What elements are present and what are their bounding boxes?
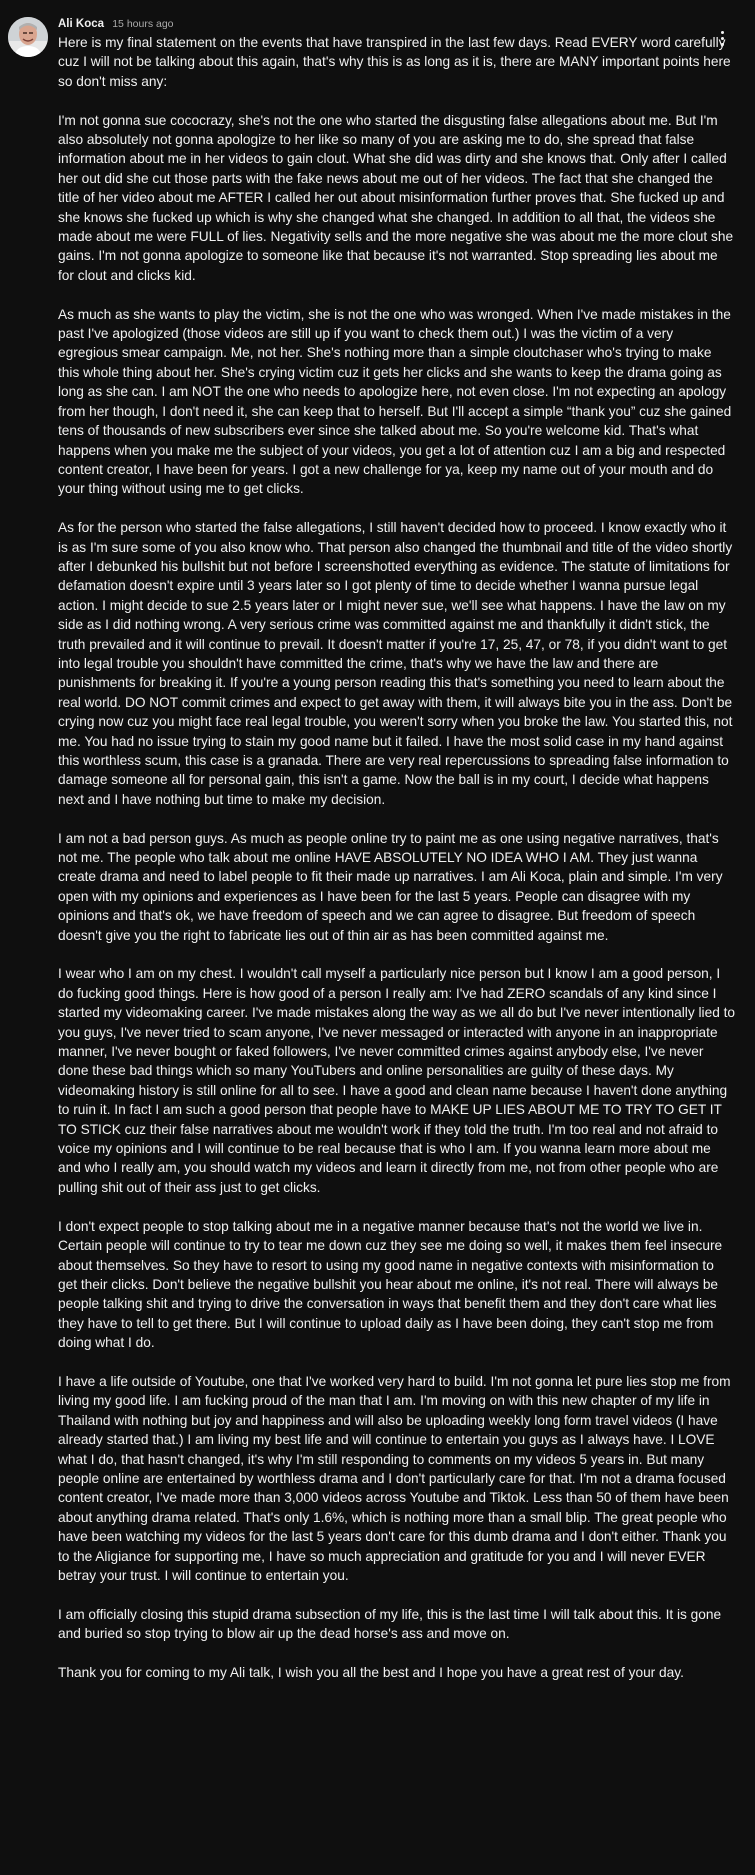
comment-paragraph: Thank you for coming to my Ali talk, I wish you all the best and I hope you have a great rest of your day. (58, 1664, 684, 1680)
avatar[interactable] (8, 17, 48, 57)
comment-timestamp[interactable]: 15 hours ago (112, 18, 174, 30)
author-name[interactable]: Ali Koca (58, 18, 105, 30)
comment-paragraph: I don't expect people to stop talking about me in a negative manner because that's not the world we live in. Certain people will continue to try to tear me down cuz they see me doing so well, it makes them feel insecure about themselves. So they have to resort to using my good name in negative contexts with misinformation to get their clicks. Don't believe the negative bullshit you hear about me online, it's not real. There will always be people talking shit and trying to drive the conversation in ways that benefit them and they don't care what lies they have to tell to get there. But I will continue to upload daily as I have been doing, they can't stop me from doing what I do. (58, 1218, 723, 1351)
comment-paragraph: I wear who I am on my chest. I wouldn't call myself a particularly nice person but I know I am a good person, I do fucking good things. Here is how good of a person I really am: I've had ZERO scandals of any kind since I started my videomaking career. I've made mistakes along the way as we all do but I've never intentionally lied to you guys, I've never tried to scam anyone, I've never messaged or interacted with anyone in an inappropriate manner, I've never bought or faked followers, I've never committed crimes against anybody else, I've never done these bad things which so many YouTubers and online personalities are guilty of these days. My videomaking history is still online for all to see. I have a good and clean name because I haven't done anything to ruin it. In fact I am such a good person that people have to MAKE UP LIES ABOUT ME TO TRY TO GET IT TO STICK cuz their false narratives about me wouldn't work if they told the truth. I'm too real and not afraid to voice my opinions and I will continue to be real because that is who I am. If you wanna learn more about me and who I really am, you should watch my videos and learn it directly from me, not from other people who are pulling shit out of their ass just to get clicks. (58, 966, 736, 1195)
comment-paragraph: I am officially closing this stupid drama subsection of my life, this is the last time I will talk about this. It is gone and buried so stop trying to blow air up the dead horse's ass and move on. (58, 1606, 722, 1642)
comment-paragraph: I have a life outside of Youtube, one that I've worked very hard to build. I'm not gonna let pure lies stop me from living my good life. I am fucking proud of the man that I am. I'm moving on with this new chapter of my life in Thailand with nothing but joy and happiness and will also be uploading weekly long form travel videos (I have already started that.) I am living my best life and will continue to entertain you guys as I always have. I LOVE what I do, that hasn't changed, it's why I'm still responding to comments on my videos 5 years in. But many people online are entertained by worthless drama and I don't particularly care for that. I'm not a drama focused content creator, I've made more than 3,000 videos across Youtube and Tiktok. Less than 50 of them have been about anything drama related. That's only 1.6%, which is nothing more than a small blip. The great people who have been watching my videos for the last 5 years don't care for this dumb drama and I don't either. Thank you to the Aligiance for supporting me, I have so much appreciation and gratitude for you and I will never EVER betray your trust. I will continue to entertain you. (58, 1373, 731, 1583)
comment-paragraph: As for the person who started the false allegations, I still haven't decided how to proceed. I know exactly who it is as I'm sure some of you also know who. That person also changed the thumbnail and title of the video shortly after I debunked his bullshit but not before I screenshotted everything as evidence. The statute of limitations for defamation doesn't expire until 3 years later so I got plenty of time to decide whether I wanna pursue legal action. I might decide to sue 2.5 years later or I might never sue, we'll see what happens. I have the law on my side as I did nothing wrong. A very serious crime was committed against me and thankfully it didn't stick, the truth prevailed and it will continue to prevail. It doesn't matter if you're 17, 25, 47, or 78, if you didn't want to get into legal trouble you shouldn't have committed the crime, that's why we have the law and there are punishments for breaking it. If you're a young person reading this that's something you need to learn about the real world. DO NOT commit crimes and expect to get away with them, it will always bite you in the ass. Don't be crying now cuz you might face real legal trouble, you weren't sorry when you broke the law. You started this, not me. You had no issue trying to stain my good name but it failed. I have the most solid case in my hand against this worthless scum, this case is a granada. There are very real repercussions to spreading false information to damage someone all for personal gain, this isn't a game. Now the ball is in my court, I decide what happens next and I have nothing but time to make my decision. (58, 520, 733, 807)
avatar-image (8, 17, 48, 57)
comment-body (58, 33, 736, 1702)
comment-paragraph: I'm not gonna sue cococrazy, she's not the one who started the disgusting false allegations about me. But I'm also absolutely not gonna apologize to her like so many of you are asking me to do, she spread that false information about me in her videos to gain clout. What she did was dirty and she knows that. Only after I called her out did she cut those parts with the fake news about me out of her videos. The fact that she changed the title of her video about me AFTER I called her out about misinformation further proves that. She fucked up and she knows she fucked up which is why she changed what she changed. In addition to all that, the videos she made about me were FULL of lies. Negativity sells and the more negative she was about me the more clout she gains. I'm not gonna apologize to someone like that because it's not warranted. Stop spreading lies about me for clout and clicks kid. (58, 112, 734, 283)
comment-header (58, 16, 174, 32)
comment-paragraph: As much as she wants to play the victim, she is not the one who was wronged. When I've made mistakes in the past I've apologized (those videos are still up if you want to check them out.) I was the victim of a very egregious smear campaign. Me, not her. She's nothing more than a simple cloutchaser who's trying to make this whole thing about her. She's crying victim cuz it gets her clicks and she wants to keep the drama going as long as she can. I am NOT the one who needs to apologize here, not even close. I'm not expecting an apology from her though, I don't need it, she can keep that to herself. But I'll accept a simple “thank you” cuz she gained tens of thousands of new subscribers ever since she talked about me. So you're welcome kid. That's what happens when you make me the subject of your videos, you get a lot of attention cuz I am a big and respected content creator, I have been for years. I got a new challenge for ya, keep my name out of your mouth and do your thing without using me to get clicks. (58, 306, 732, 497)
comment-paragraph: I am not a bad person guys. As much as people online try to paint me as one using negative narratives, that's not me. The people who talk about me online HAVE ABSOLUTELY NO IDEA WHO I AM. They just wanna create drama and need to label people to fit their made up narratives. I am Ali Koca, plain and simple. I'm very open with my opinions and experiences as I have been for the last 5 years. People can disagree with my opinions and that's ok, we have freedom of speech and we can agree to disagree. But freedom of speech doesn't give you the right to fabricate lies out of thin air as has been committed against me. (58, 830, 723, 943)
comment-paragraph: Here is my final statement on the events that have transpired in the last few days. Read EVERY word carefully cuz I will not be talking about this again, that's why this is as long as it is, there are MANY important points here so don't miss any: (58, 35, 731, 89)
